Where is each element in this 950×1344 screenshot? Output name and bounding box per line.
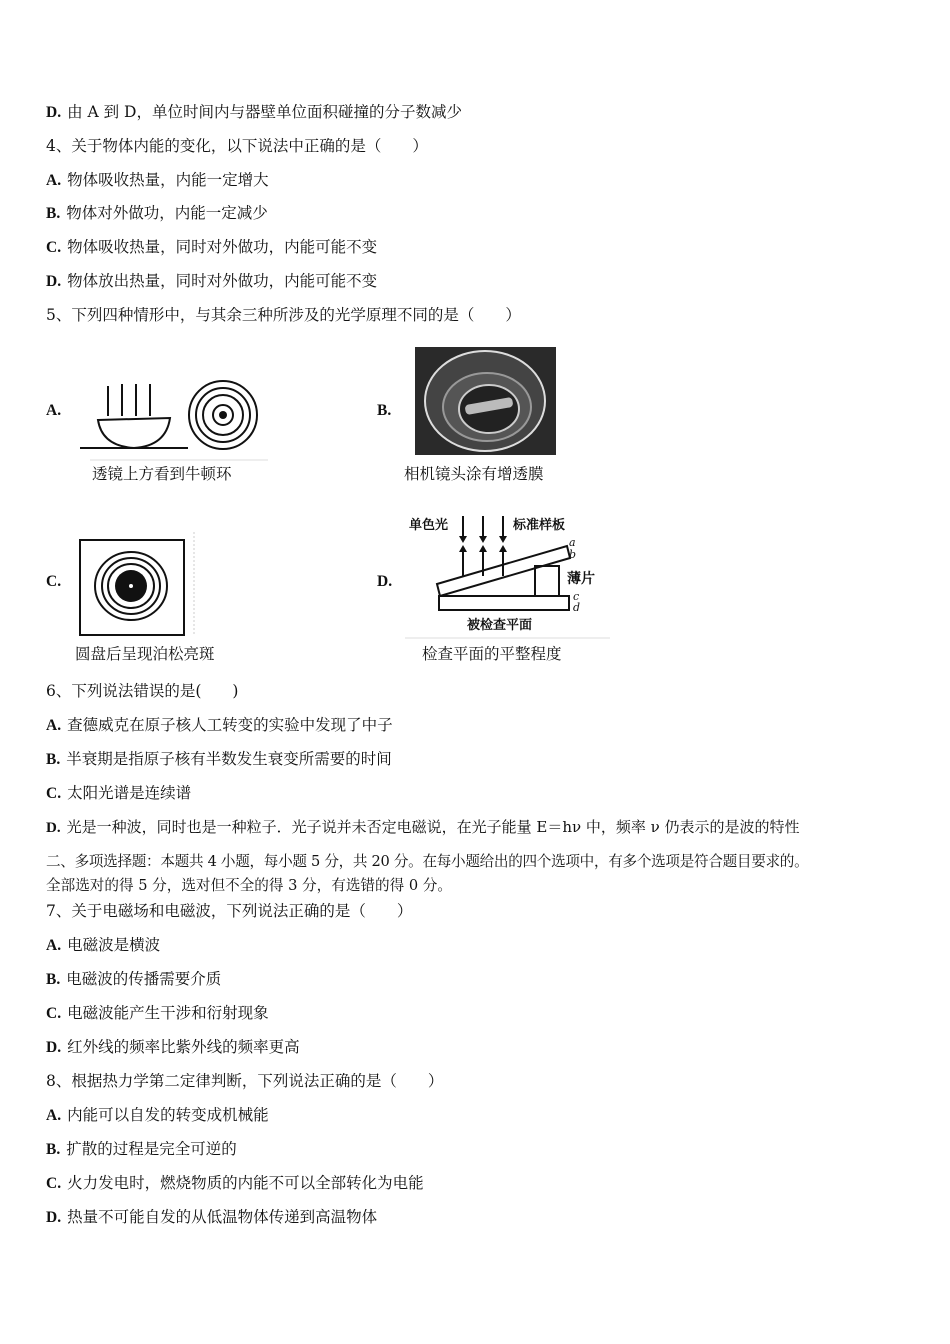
option-text: 电磁波能产生干涉和衍射现象 (67, 1004, 269, 1022)
option-label: B. (46, 1141, 61, 1158)
option-text: 物体吸收热量，同时对外做功，内能可能不变 (67, 238, 378, 256)
q8-option-c (46, 1173, 424, 1194)
q6-stem: 6、下列说法错误的是( ) (46, 682, 239, 700)
poisson-spot-figure (74, 530, 199, 640)
option-label: A. (46, 937, 62, 954)
option-text: 热量不可能自发的从低温物体传递到高温物体 (67, 1208, 378, 1226)
option-text: 电磁波是横波 (67, 936, 161, 954)
flatness-test-diagram (405, 510, 610, 640)
option-label: A. (46, 717, 62, 734)
option-text: 红外线的频率比紫外线的频率更高 (67, 1038, 300, 1056)
q7-option-b (46, 969, 221, 990)
q8-option-b (46, 1139, 237, 1160)
option-label: C. (46, 1005, 62, 1022)
q5-fig-d-caption: 检查平面的平整程度 (422, 645, 562, 663)
q5-fig-a-label: A. (46, 402, 62, 419)
section2-instructions-line2: 全部选对的得 5 分，选对但不全的得 3 分，有选错的得 0 分。 (46, 877, 452, 894)
q4-option-b (46, 203, 268, 224)
q3-option-d (46, 102, 462, 123)
q5-stem: 5、下列四种情形中，与其余三种所涉及的光学原理不同的是（ ） (46, 306, 521, 324)
option-text: 太阳光谱是连续谱 (67, 784, 192, 802)
q4-option-c (46, 237, 377, 258)
point-a: a (569, 536, 576, 549)
point-d: d (573, 601, 581, 614)
sheet-label: 薄片 (567, 571, 595, 587)
option-label: C. (46, 785, 62, 802)
option-label: B. (46, 205, 61, 222)
option-text: 物体对外做功，内能一定减少 (66, 204, 268, 222)
q8-stem: 8、根据热力学第二定律判断，下列说法正确的是（ ） (46, 1072, 444, 1090)
q5-fig-a-caption: 透镜上方看到牛顿环 (92, 465, 232, 483)
option-text: 电磁波的传播需要介质 (66, 970, 222, 988)
q6-option-b (46, 749, 392, 770)
q4-option-a (46, 170, 269, 191)
q8-option-a (46, 1105, 269, 1126)
q6-option-c (46, 783, 191, 804)
option-label: A. (46, 172, 62, 189)
newton-rings-figure (70, 380, 270, 462)
option-text: 由 A 到 D，单位时间内与器壁单位面积碰撞的分子数减少 (67, 103, 462, 121)
option-label: D. (46, 820, 61, 836)
q8-option-d (46, 1207, 377, 1228)
q7-option-a (46, 935, 160, 956)
q5-fig-b-caption: 相机镜头涂有增透膜 (404, 465, 544, 483)
q5-fig-c-label: C. (46, 573, 62, 590)
option-text: 查德威克在原子核人工转变的实验中发现了中子 (67, 716, 393, 734)
option-text: 光是一种波，同时也是一种粒子．光子说并未否定电磁说，在光子能量 E＝hν 中，频率 ν 仍表示的是波的特性 (66, 818, 800, 836)
option-text: 物体放出热量，同时对外做功，内能可能不变 (67, 272, 378, 290)
option-label: B. (46, 971, 61, 988)
q4-stem: 4、关于物体内能的变化，以下说法中正确的是（ ） (46, 137, 428, 155)
point-c: c (573, 590, 580, 603)
option-text: 物体吸收热量，内能一定增大 (67, 171, 269, 189)
q7-option-c (46, 1003, 269, 1024)
option-text: 内能可以自发的转变成机械能 (67, 1106, 269, 1124)
option-label: D. (46, 273, 62, 290)
option-label: A. (46, 1107, 62, 1124)
option-label: D. (46, 1039, 62, 1056)
option-label: D. (46, 1209, 62, 1226)
option-label: C. (46, 1175, 62, 1192)
option-label: B. (46, 751, 61, 768)
q7-option-d (46, 1037, 300, 1058)
section2-instructions-line1: 二、多项选择题：本题共 4 小题，每小题 5 分，共 20 分。在每小题给出的四个选项中，有多个选项是符合题目要求的。 (46, 853, 809, 870)
q6-option-a (46, 715, 393, 736)
q7-stem: 7、关于电磁场和电磁波，下列说法正确的是（ ） (46, 902, 413, 920)
surface-label: 被检查平面 (467, 618, 533, 633)
q4-option-d (46, 271, 377, 292)
option-text: 扩散的过程是完全可逆的 (66, 1140, 237, 1158)
light-label: 单色光 (409, 518, 449, 533)
q5-fig-b-label: B. (377, 402, 392, 419)
q6-option-d (46, 817, 800, 838)
camera-lens-photo (413, 345, 558, 457)
q5-fig-c-caption: 圆盘后呈现泊松亮斑 (75, 645, 215, 663)
option-label: D. (46, 104, 62, 121)
point-b: b (569, 548, 577, 561)
option-text: 火力发电时，燃烧物质的内能不可以全部转化为电能 (67, 1174, 424, 1192)
option-label: C. (46, 239, 62, 256)
plate-label: 标准样板 (513, 518, 566, 533)
q5-fig-d-label: D. (377, 573, 393, 590)
option-text: 半衰期是指原子核有半数发生衰变所需要的时间 (66, 750, 392, 768)
